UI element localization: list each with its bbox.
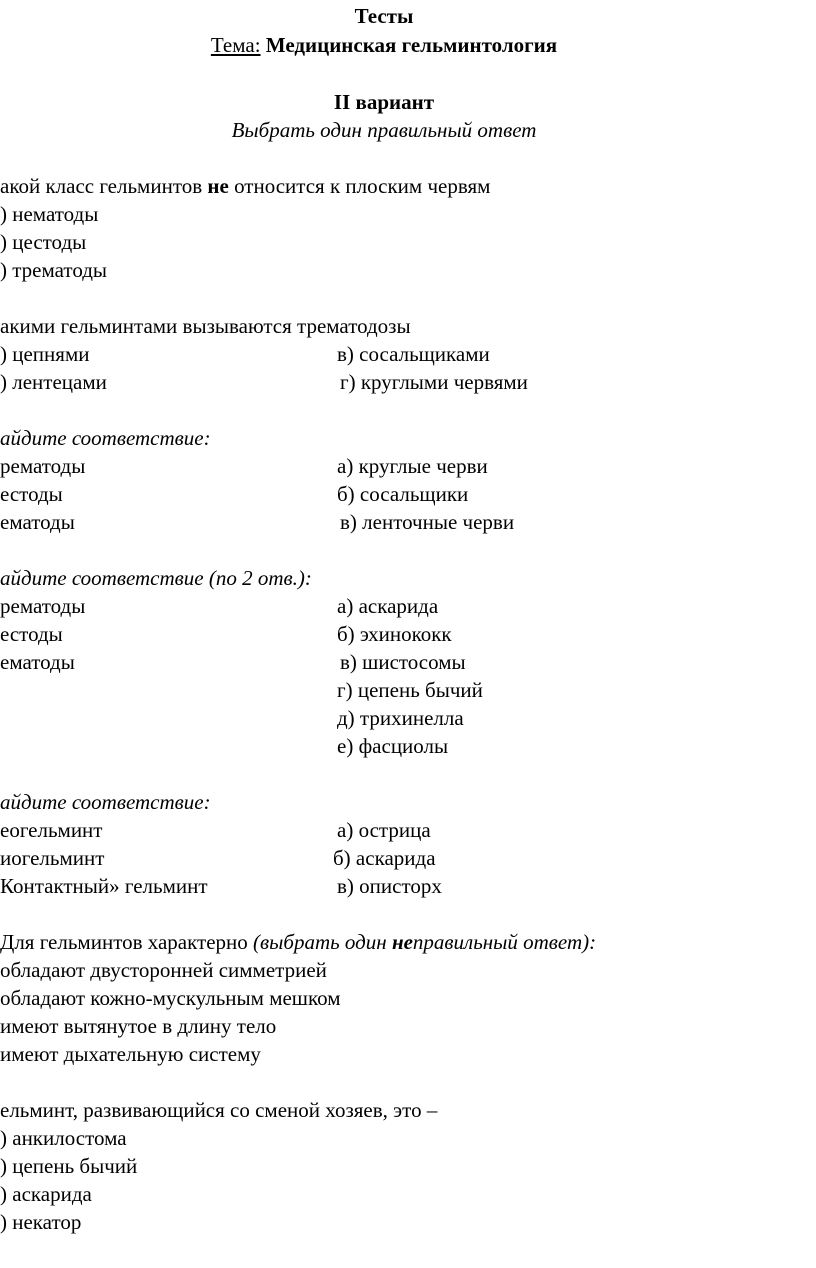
q5-right-item: б) аскарида bbox=[333, 846, 436, 870]
q6-stem-part: Для гельминтов характерно bbox=[0, 930, 254, 954]
doc-title: Тесты bbox=[354, 4, 414, 28]
q5-right-item: в) описторх bbox=[337, 874, 442, 898]
q5-right-item: а) острица bbox=[337, 818, 431, 842]
q1-stem bbox=[0, 172, 490, 200]
q3-right-item: а) круглые черви bbox=[337, 454, 488, 478]
q6-stem-italic: (выбрать один bbox=[253, 930, 392, 954]
q1-stem-bold: не bbox=[207, 174, 229, 198]
variant-heading: II вариант bbox=[333, 90, 435, 114]
q3-left-item: ематоды bbox=[0, 510, 75, 534]
q2-stem: акими гельминтами вызываются трематодозы bbox=[0, 314, 411, 338]
q4-right-item: д) трихинелла bbox=[337, 706, 464, 730]
q5-left-item: еогельминт bbox=[0, 818, 103, 842]
q7-stem: ельминт, развивающийся со сменой хозяев, это – bbox=[0, 1098, 438, 1122]
q3-stem: айдите соответствие: bbox=[0, 426, 211, 450]
instruction: Выбрать один правильный ответ bbox=[231, 118, 537, 142]
q5-left-item: иогельминт bbox=[0, 846, 105, 870]
q4-stem: айдите соответствие (по 2 отв.): bbox=[0, 566, 312, 590]
q4-right-item: е) фасциолы bbox=[337, 734, 449, 758]
q1-option: ) цестоды bbox=[0, 230, 87, 254]
q4-right-item: г) цепень бычий bbox=[337, 678, 483, 702]
q2-option-right: г) круглыми червями bbox=[340, 370, 528, 394]
q6-stem-italic: правильный ответ): bbox=[412, 930, 597, 954]
q4-right-item: в) шистосомы bbox=[340, 650, 466, 674]
q5-stem: айдите соответствие: bbox=[0, 790, 211, 814]
q2-option-left: ) лентецами bbox=[0, 370, 107, 394]
q3-left-item: рематоды bbox=[0, 454, 86, 478]
q2-option-left: ) цепнями bbox=[0, 342, 90, 366]
topic-line bbox=[0, 31, 768, 59]
q6-stem-bold-italic: не bbox=[391, 930, 413, 954]
q6-stem bbox=[0, 928, 596, 956]
q7-option: ) аскарида bbox=[0, 1182, 92, 1206]
q6-option: обладают кожно-мускульным мешком bbox=[0, 986, 341, 1010]
q7-option: ) цепень бычий bbox=[0, 1154, 138, 1178]
q4-right-item: а) аскарида bbox=[337, 594, 439, 618]
q3-right-item: в) ленточные черви bbox=[340, 510, 515, 534]
q4-right-item: б) эхинококк bbox=[337, 622, 452, 646]
q7-option: ) некатор bbox=[0, 1210, 82, 1234]
q7-option: ) анкилостома bbox=[0, 1126, 127, 1150]
q3-left-item: естоды bbox=[0, 482, 63, 506]
q1-option: ) нематоды bbox=[0, 202, 99, 226]
q1-stem-part: относится к плоским червям bbox=[228, 174, 491, 198]
q6-option: имеют вытянутое в длину тело bbox=[0, 1014, 277, 1038]
q5-left-item: Контактный» гельминт bbox=[0, 874, 208, 898]
q1-option: ) трематоды bbox=[0, 258, 108, 282]
q4-left-item: рематоды bbox=[0, 594, 86, 618]
q2-option-right: в) сосальщиками bbox=[337, 342, 490, 366]
q1-stem-part: акой класс гельминтов bbox=[0, 174, 208, 198]
topic-label: Тема: bbox=[210, 33, 261, 57]
topic-value: Медицинская гельминтология bbox=[265, 33, 558, 57]
q6-option: имеют дыхательную систему bbox=[0, 1042, 261, 1066]
q4-left-item: ематоды bbox=[0, 650, 75, 674]
q3-right-item: б) сосальщики bbox=[337, 482, 469, 506]
q6-option: обладают двусторонней симметрией bbox=[0, 958, 327, 982]
q4-left-item: естоды bbox=[0, 622, 63, 646]
